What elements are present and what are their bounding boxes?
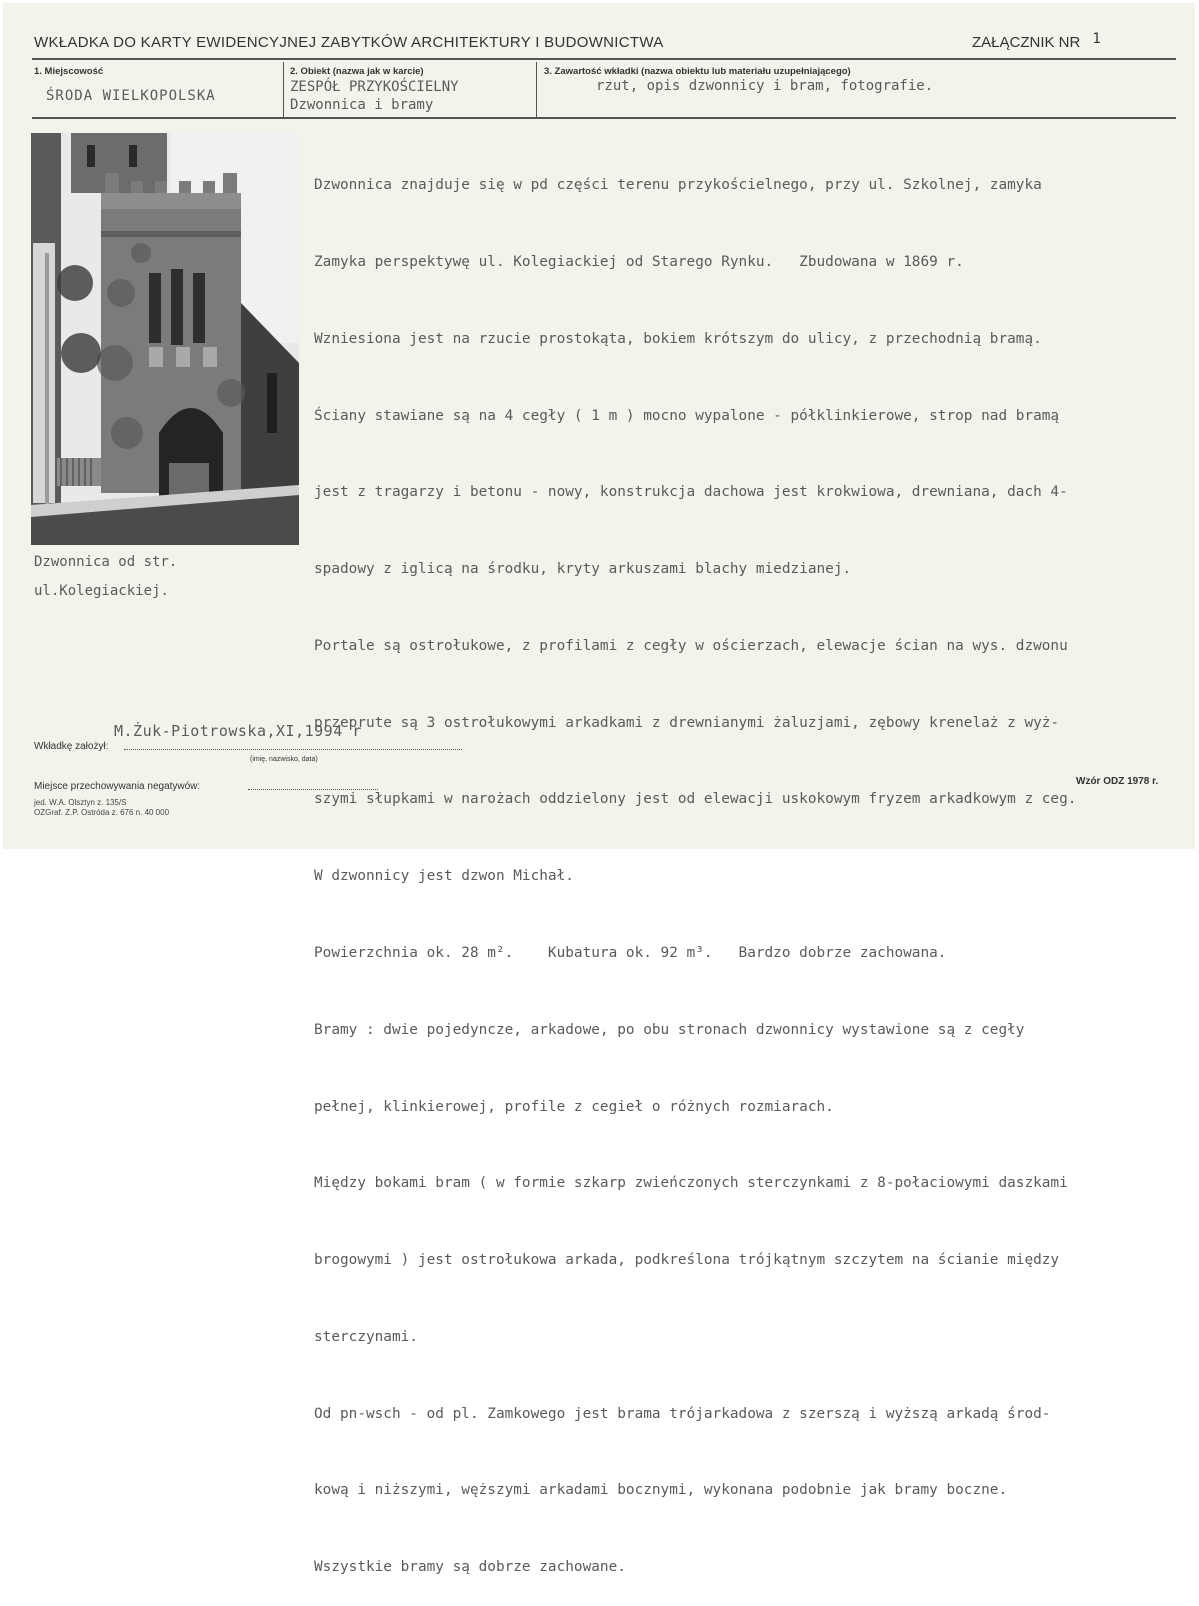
printer-imprint-line-2: OZGraf. Z.P. Ostróda z. 676 n. 40 000 <box>34 808 170 817</box>
negatives-storage-line <box>248 789 378 790</box>
compiled-by-value: M.Żuk-Piotrowska,XI,1994 r <box>114 722 362 740</box>
description-line: pełnej, klinkierowej, profile z cegieł o różnych rozmiarach. <box>314 1098 834 1115</box>
description-line: brogowymi ) jest ostrołukowa arkada, podkreślona trójkątnym szczytem na ścianie między <box>314 1252 1060 1269</box>
contents-label: 3. Zawartość wkładki (nazwa obiektu lub materiału uzupełniającego) <box>544 66 851 77</box>
object-value-line-1: ZESPÓŁ PRZYKOŚCIELNY <box>290 79 459 95</box>
description-line: sterczynami. <box>314 1328 418 1345</box>
description-line: Wszystkie bramy są dobrze zachowane. <box>314 1559 626 1576</box>
printer-imprint <box>34 798 169 818</box>
annex-label <box>972 31 1101 51</box>
description-line: jest z tragarzy i betonu - nowy, konstrukcja dachowa jest krokwiowa, drewniana, dach 4- <box>314 484 1068 501</box>
description-line: spadowy z iglicą na środku, kryty arkuszami blachy miedzianej. <box>314 561 852 578</box>
object-label: 2. Obiekt (nazwa jak w karcie) <box>290 66 424 77</box>
compiled-by-line <box>124 749 462 750</box>
field-divider-2 <box>536 62 537 117</box>
description-line: Od pn-wsch - od pl. Zamkowego jest brama trójarkadowa z szerszą i wyższą arkadą środ- <box>314 1405 1051 1422</box>
locality-value: ŚRODA WIELKOPOLSKA <box>46 88 216 104</box>
annex-number: 1 <box>1092 31 1101 47</box>
locality-label: 1. Miejscowość <box>34 66 104 77</box>
contents-value: rzut, opis dzwonnicy i bram, fotografie. <box>596 78 934 94</box>
description-line: przeprute są 3 ostrołukowymi arkadkami z drewnianymi żaluzjami, zębowy krenelaż z wyż- <box>314 714 1060 731</box>
printer-imprint-line-1: jed. W.A. Olsztyn z. 135/S <box>34 798 127 807</box>
compiled-by-hint: (imię, nazwisko, data) <box>250 756 318 763</box>
description-text <box>314 122 1076 1606</box>
compiled-by-label: Wkładkę założył: <box>34 741 109 752</box>
description-line: Portale są ostrołukowe, z profilami z cegły w ościerzach, elewacje ścian na wys. dzwonu <box>314 637 1068 654</box>
object-value-line-2: Dzwonnica i bramy <box>290 97 434 113</box>
form-title: WKŁADKA DO KARTY EWIDENCYJNEJ ZABYTKÓW ARCHITEKTURY I BUDOWNICTWA <box>34 34 664 51</box>
photo-caption-line-2: ul.Kolegiackiej. <box>34 583 169 599</box>
header-rule-top <box>32 58 1176 60</box>
description-line: Zamyka perspektywę ul. Kolegiackiej od Starego Rynku. Zbudowana w 1869 r. <box>314 253 964 270</box>
annex-label-text: ZAŁĄCZNIK NR <box>972 34 1081 51</box>
description-line: kową i niższymi, węższymi arkadami bocznymi, wykonana podobnie jak bramy boczne. <box>314 1482 1008 1499</box>
belfry-photograph <box>31 133 299 545</box>
belfry-photo-image <box>31 133 299 545</box>
field-divider-1 <box>283 62 284 117</box>
photo-caption-line-1: Dzwonnica od str. <box>34 554 178 570</box>
form-model: Wzór ODZ 1978 r. <box>1076 776 1159 787</box>
description-line: Ściany stawiane są na 4 cegły ( 1 m ) mocno wypalone - półklinkierowe, strop nad bramą <box>314 407 1060 424</box>
negatives-storage-label: Miejsce przechowywania negatywów: <box>34 781 201 792</box>
header-rule-bottom <box>32 117 1176 119</box>
description-line: Wzniesiona jest na rzucie prostokąta, bokiem krótszym do ulicy, z przechodnią bramą. <box>314 330 1042 347</box>
description-line: W dzwonnicy jest dzwon Michał. <box>314 868 574 885</box>
photo-caption <box>34 548 177 606</box>
description-line: szymi słupkami w narożach oddzielony jest od elewacji uskokowym fryzem arkadkowym z ceg. <box>314 791 1077 808</box>
description-line: Między bokami bram ( w formie szkarp zwieńczonych sterczynkami z 8-połaciowymi daszkami <box>314 1175 1068 1192</box>
description-line: Powierzchnia ok. 28 m². Kubatura ok. 92 m³. Bardzo dobrze zachowana. <box>314 945 947 961</box>
description-line: Dzwonnica znajduje się w pd części terenu przykościelnego, przy ul. Szkolnej, zamyka <box>314 177 1042 194</box>
description-line: Bramy : dwie pojedyncze, arkadowe, po obu stronach dzwonnicy wystawione są z cegły <box>314 1021 1025 1038</box>
object-value <box>290 78 459 114</box>
